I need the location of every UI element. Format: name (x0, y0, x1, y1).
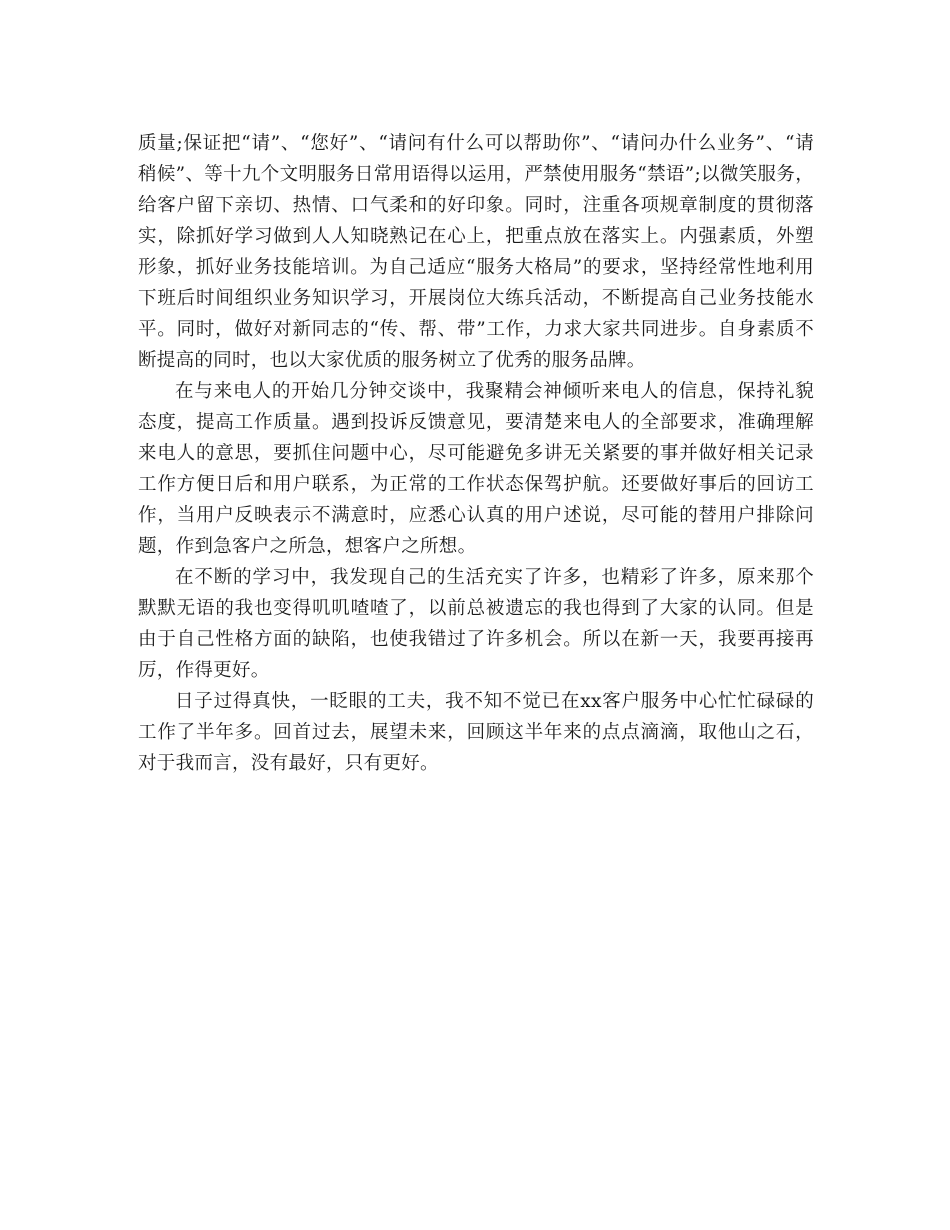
paragraph-4: 日子过得真快，一眨眼的工夫，我不知不觉已在xx客户服务中心忙忙碌碌的工作了半年多。回首过去，展望未来，回顾这半年来的点点滴滴，取他山之石，对于我而言，没有最好，只有更好。 (138, 691, 814, 774)
paragraph-1: 质量;保证把“请”、“您好”、“请问有什么可以帮助你”、“请问办什么业务”、“请稍候”、等十九个文明服务日常用语得以运用，严禁使用服务“禁语”;以微笑服务，给客户留下亲切、热情、口气柔和的好印象。同时，注重各项规章制度的贯彻落实，除抓好学习做到人人知晓熟记在心上，把重点放在落实上。内强素质，外塑形象，抓好业务技能培训。为自己适应“服务大格局”的要求，坚持经常性地利用下班后时间组织业务知识学习，开展岗位大练兵活动，不断提高自己业务技能水平。同时，做好对新同志的“传、帮、带”工作，力求大家共同进步。自身素质不断提高的同时，也以大家优质的服务树立了优秀的服务品牌。 (138, 133, 814, 371)
paragraph-2: 在与来电人的开始几分钟交谈中，我聚精会神倾听来电人的信息，保持礼貌态度，提高工作质量。遇到投诉反馈意见，要清楚来电人的全部要求，准确理解来电人的意思，要抓住问题中心，尽可能避免多讲无关紧要的事并做好相关记录工作方便日后和用户联系，为正常的工作状态保驾护航。还要做好事后的回访工作，当用户反映表示不满意时，应悉心认真的用户述说，尽可能的替用户排除问题，作到急客户之所急，想客户之所想。 (138, 381, 814, 557)
document-body (138, 128, 814, 779)
paragraph-3: 在不断的学习中，我发现自己的生活充实了许多，也精彩了许多，原来那个默默无语的我也变得叽叽喳喳了，以前总被遗忘的我也得到了大家的认同。但是由于自己性格方面的缺陷，也使我错过了许多机会。所以在新一天，我要再接再厉，作得更好。 (138, 567, 814, 681)
